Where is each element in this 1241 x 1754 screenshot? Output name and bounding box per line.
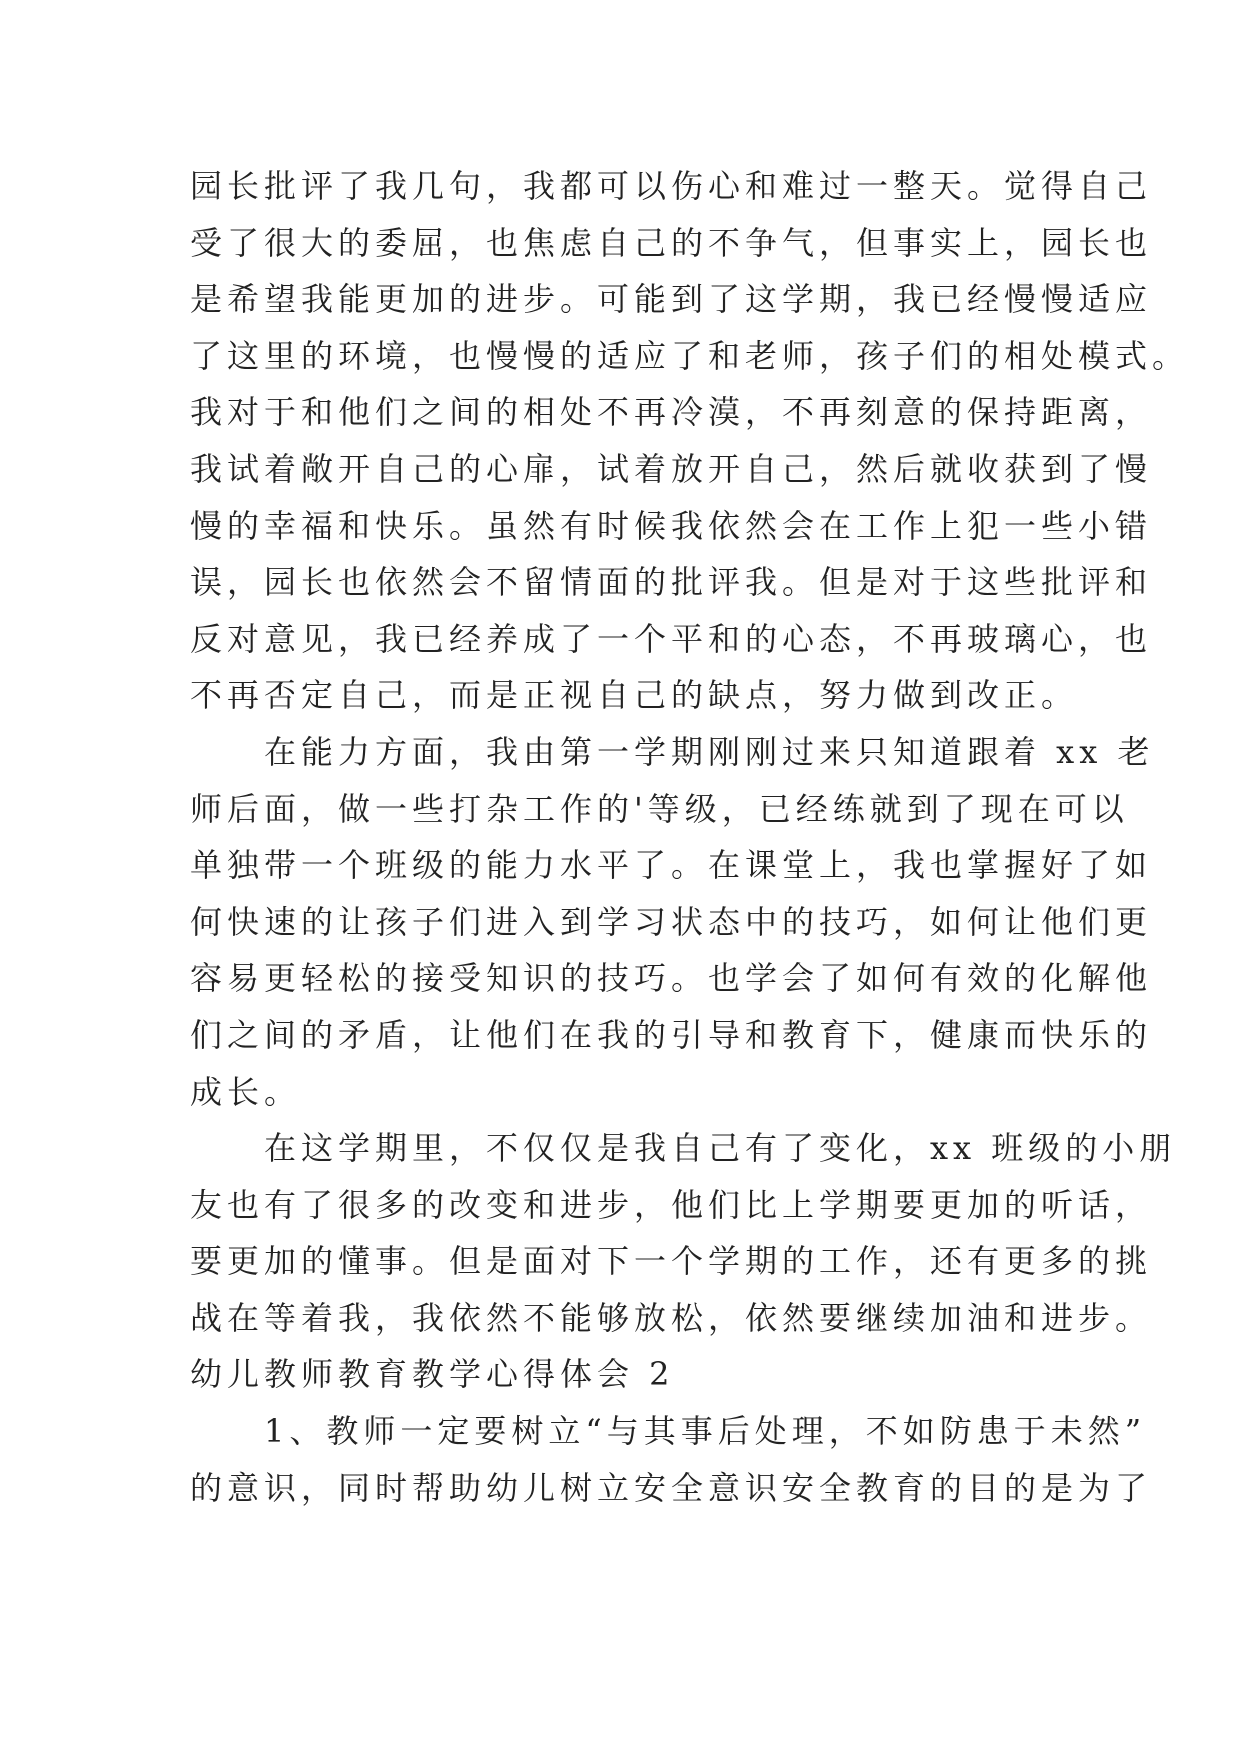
text-line: 要更加的懂事。但是面对下一个学期的工作，还有更多的挑 bbox=[190, 1242, 1153, 1281]
paragraph-first-line: 在这学期里，不仅仅是我自己有了变化，xx 班级的小朋 bbox=[264, 1129, 1177, 1168]
text-line: 园长批评了我几句，我都可以伤心和难过一整天。觉得自己 bbox=[190, 167, 1153, 205]
text-line: 我试着敞开自己的心扉，试着放开自己，然后就收获到了慢 bbox=[190, 449, 1153, 488]
text-line: 反对意见，我已经养成了一个平和的心态，不再玻璃心，也 bbox=[190, 619, 1153, 658]
text-line: 误，园长也依然会不留情面的批评我。但是对于这些批评和 bbox=[190, 563, 1153, 602]
text-line: 战在等着我，我依然不能够放松，依然要继续加油和进步。 bbox=[190, 1298, 1153, 1337]
text-line: 单独带一个班级的能力水平了。在课堂上，我也掌握好了如 bbox=[190, 846, 1153, 885]
text-line: 们之间的矛盾，让他们在我的引导和教育下，健康而快乐的 bbox=[190, 1015, 1153, 1054]
text-line: 的意识，同时帮助幼儿树立安全意识安全教育的目的是为了 bbox=[190, 1468, 1153, 1507]
text-line: 受了很大的委屈，也焦虑自己的不争气，但事实上，园长也 bbox=[190, 223, 1153, 262]
document-body bbox=[190, 158, 1190, 1516]
section-heading: 幼儿教师教育教学心得体会 2 bbox=[190, 1355, 675, 1394]
text-line: 了这里的环境，也慢慢的适应了和老师，孩子们的相处模式。 bbox=[190, 336, 1190, 375]
paragraph-first-line: 1、教师一定要树立“与其事后处理，不如防患于未然” bbox=[264, 1412, 1147, 1451]
text-line: 容易更轻松的接受知识的技巧。也学会了如何有效的化解他 bbox=[190, 959, 1153, 998]
text-line: 我对于和他们之间的相处不再冷漠，不再刻意的保持距离， bbox=[190, 393, 1153, 432]
text-line: 成长。 bbox=[190, 1072, 302, 1111]
text-line: 师后面，做一些打杂工作的'等级，已经练就到了现在可以 bbox=[190, 789, 1129, 828]
paragraph-first-line: 在能力方面，我由第一学期刚刚过来只知道跟着 xx 老 bbox=[264, 732, 1155, 771]
text-line: 是希望我能更加的进步。可能到了这学期，我已经慢慢适应 bbox=[190, 280, 1153, 319]
text-line: 不再否定自己，而是正视自己的缺点，努力做到改正。 bbox=[190, 676, 1079, 715]
text-line: 慢的幸福和快乐。虽然有时候我依然会在工作上犯一些小错 bbox=[190, 506, 1153, 545]
text-line: 何快速的让孩子们进入到学习状态中的技巧，如何让他们更 bbox=[190, 902, 1153, 941]
text-line: 友也有了很多的改变和进步，他们比上学期要更加的听话， bbox=[190, 1185, 1153, 1224]
